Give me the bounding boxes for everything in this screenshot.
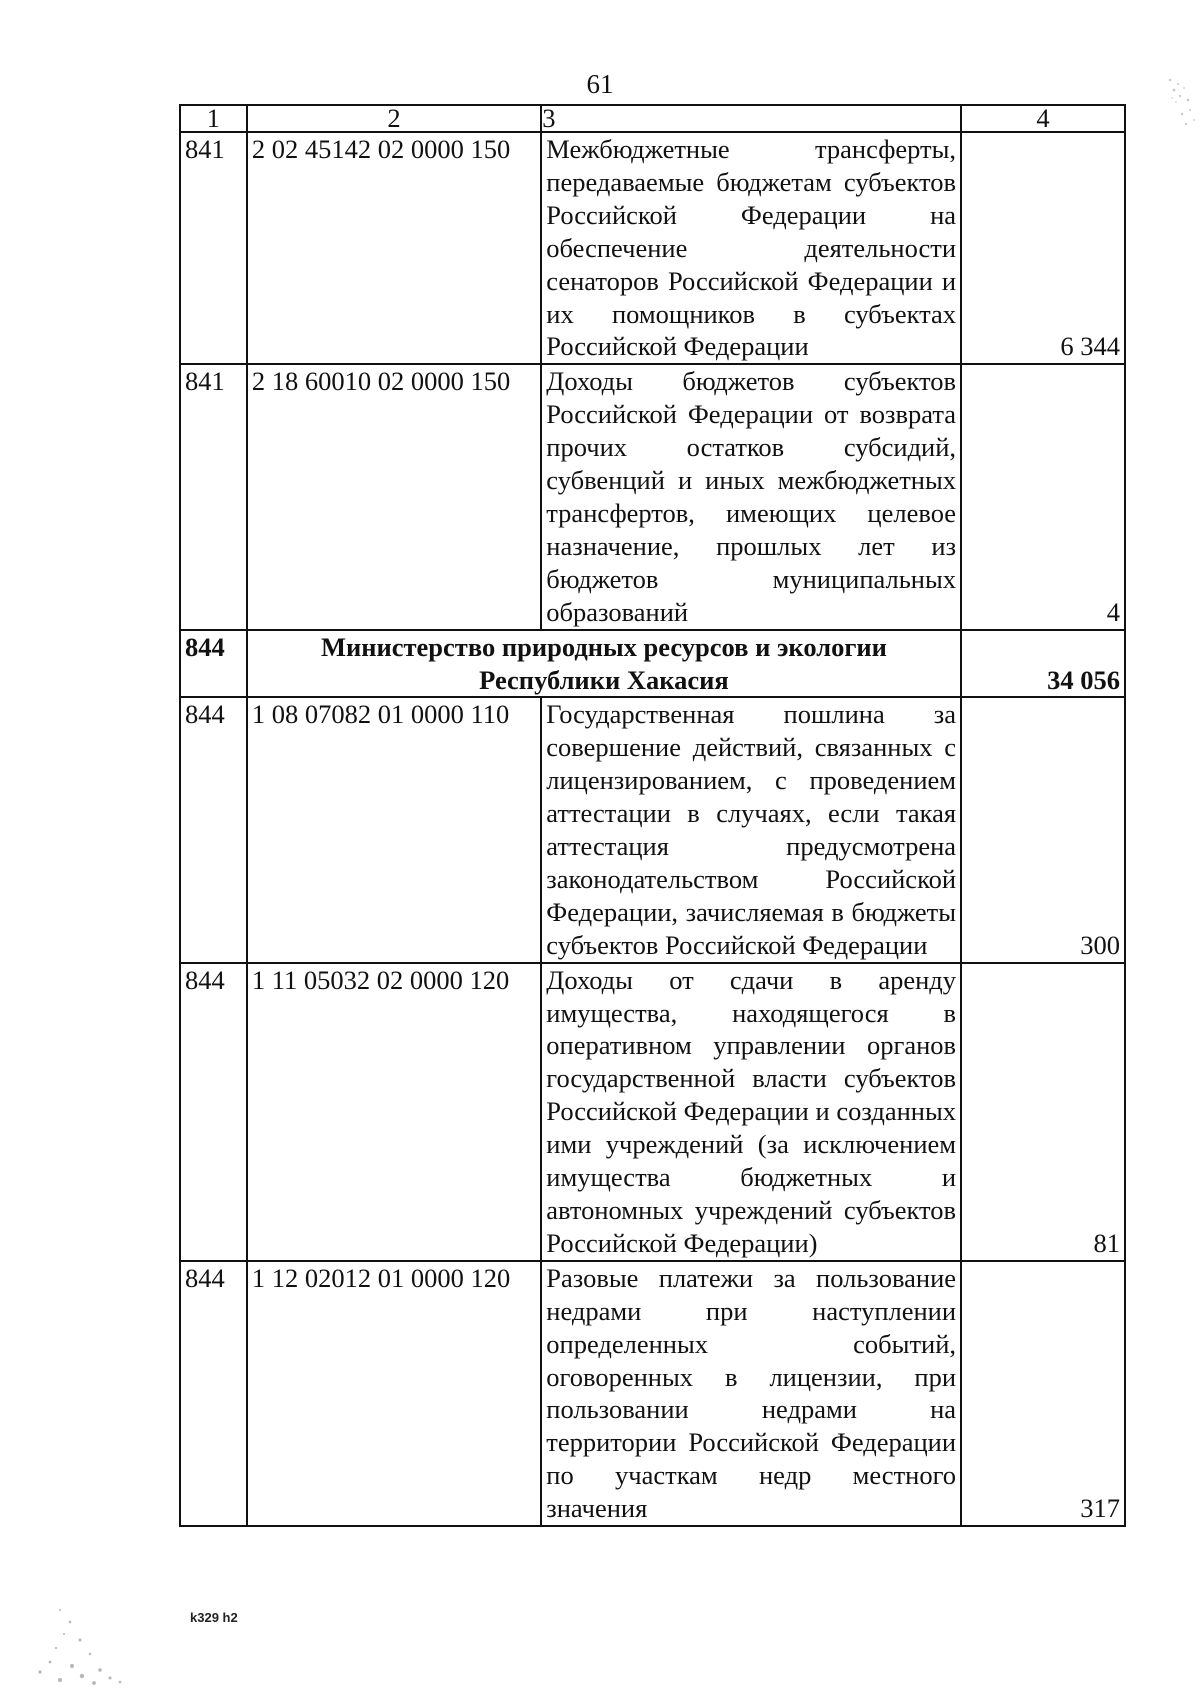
table-row (180, 697, 1125, 962)
section-total-cell: 34 056 (961, 630, 1125, 698)
admin-code-cell: 844 (180, 630, 247, 698)
footer-document-code: k329 h2 (190, 1610, 238, 1625)
revenue-name-cell: Государственная пошлина за совершение действий, связанных с лицензированием, с проведением аттестации в случаях, если такая аттестация предусмотрена законодательством Российской Федерации, зачисляемая в бюджеты субъектов Российской Федерации (541, 697, 961, 962)
admin-code-cell: 841 (180, 132, 247, 364)
amount-cell: 300 (961, 697, 1125, 962)
budget-code-cell: 2 18 60010 02 0000 150 (247, 364, 541, 629)
table-row (180, 963, 1125, 1261)
scan-noise-bottom-left (20, 1600, 140, 1686)
admin-code-cell: 844 (180, 697, 247, 962)
budget-code-cell: 1 11 05032 02 0000 120 (247, 963, 541, 1261)
revenue-table (179, 104, 1126, 1527)
page-number: 61 (586, 69, 614, 99)
table-row (180, 132, 1125, 364)
ministry-title-cell: Министерство природных ресурсов и экологии Республики Хакасия (247, 630, 961, 698)
amount-cell: 81 (961, 963, 1125, 1261)
table-row (180, 364, 1125, 629)
revenue-name-cell: Доходы бюджетов субъектов Российской Федерации от возврата прочих остатков субсидий, субвенций и иных межбюджетных трансфертов, имеющих целевое назначение, прошлых лет из бюджетов муниципальных образований (541, 364, 961, 629)
amount-cell: 4 (961, 364, 1125, 629)
revenue-name-cell: Разовые платежи за пользование недрами при наступлении определенных событий, оговоренных в лицензии, при пользовании недрами на территории Российской Федерации по участкам недр местного значения (541, 1261, 961, 1526)
section-row (180, 630, 1125, 698)
header-col-4: 4 (961, 105, 1125, 132)
table-row (180, 1261, 1125, 1526)
revenue-name-cell: Межбюджетные трансферты, передаваемые бюджетам субъектов Российской Федерации на обеспечение деятельности сенаторов Российской Федерации и их помощников в субъектах Российской Федерации (541, 132, 961, 364)
budget-code-cell: 2 02 45142 02 0000 150 (247, 132, 541, 364)
header-col-1: 1 (180, 105, 247, 132)
budget-code-cell: 1 12 02012 01 0000 120 (247, 1261, 541, 1526)
admin-code-cell: 844 (180, 1261, 247, 1526)
amount-cell: 317 (961, 1261, 1125, 1526)
amount-cell: 6 344 (961, 132, 1125, 364)
revenue-name-cell: Доходы от сдачи в аренду имущества, находящегося в оперативном управлении органов государственной власти субъектов Российской Федерации и созданных ими учреждений (за исключением имущества бюджетных и автономных учреждений субъектов Российской Федерации) (541, 963, 961, 1261)
header-col-3: 3 (541, 105, 961, 132)
admin-code-cell: 844 (180, 963, 247, 1261)
table-header-row (180, 105, 1125, 132)
budget-code-cell: 1 08 07082 01 0000 110 (247, 697, 541, 962)
admin-code-cell: 841 (180, 364, 247, 629)
header-col-2: 2 (247, 105, 541, 132)
